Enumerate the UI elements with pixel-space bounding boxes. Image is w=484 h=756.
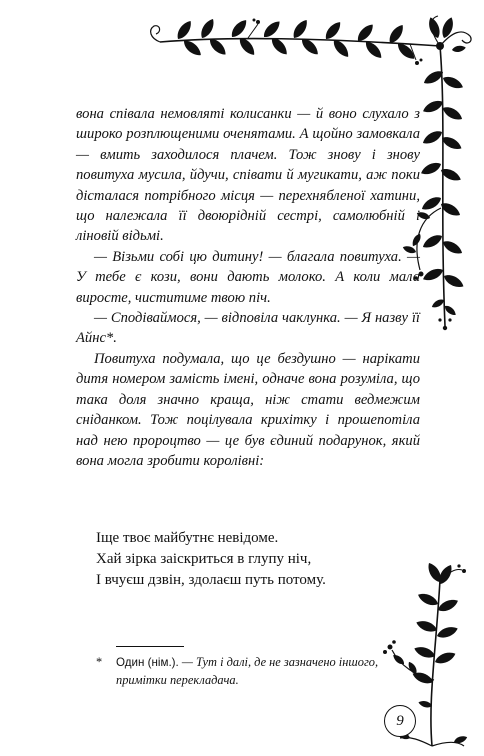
poem-line: Хай зірка заіскриться в глупу ніч, xyxy=(96,551,312,567)
paragraph: — Сподіваймося, — відповіла чаклунка. — Я назву її Айнс*. xyxy=(76,310,420,347)
footnote-rule xyxy=(116,646,184,647)
paragraph: Повитуха подумала, що це бездушно — нарікати дитя номером замість імені, одначе вона розуміла, що така доля значно краща, ніж стати ведмежим сніданком. Тож поцілувала крихітку і прошепотіла над нею пророцтво — це був єдиний подарунок, який вона могла зробити королівні: xyxy=(76,350,420,469)
leafy-branch-ornament-icon xyxy=(360,560,484,756)
footnote-text-continued: примітки перекладача. xyxy=(116,672,239,687)
footnote-mark: * xyxy=(96,655,103,669)
footnote-text: — Тут і далі, де не зазначено іншого, xyxy=(178,655,379,669)
prophecy-poem xyxy=(96,528,396,591)
body-text xyxy=(76,104,420,471)
footnote xyxy=(96,654,379,689)
footnote-line xyxy=(96,654,379,672)
footnote-term: Один (нім.). xyxy=(116,656,179,669)
paragraph: вона співала немовляті колисанки — й воно слухало з широко розплющеними оченятами. А щойно замовкала — вмить заходилося плачем. Тож знову і знову повитуха мусила, йдучи, співати й мугикати, аж поки дісталася потрібного місця — перехнябленої хатини, що належала її двоюрідній сестрі, самолюбній і ліновій відьмі. xyxy=(76,106,420,245)
poem-line: Іще твоє майбутнє невідоме. xyxy=(96,530,279,546)
page-number: 9 xyxy=(384,705,416,737)
poem-line: І вчуєш дзвін, здолаєш путь потому. xyxy=(96,572,326,588)
paragraph: — Візьми собі цю дитину! — благала повитуха. — У тебе є кози, вони дають молоко. А коли мала виросте, чиститиме твою піч. xyxy=(76,248,420,306)
